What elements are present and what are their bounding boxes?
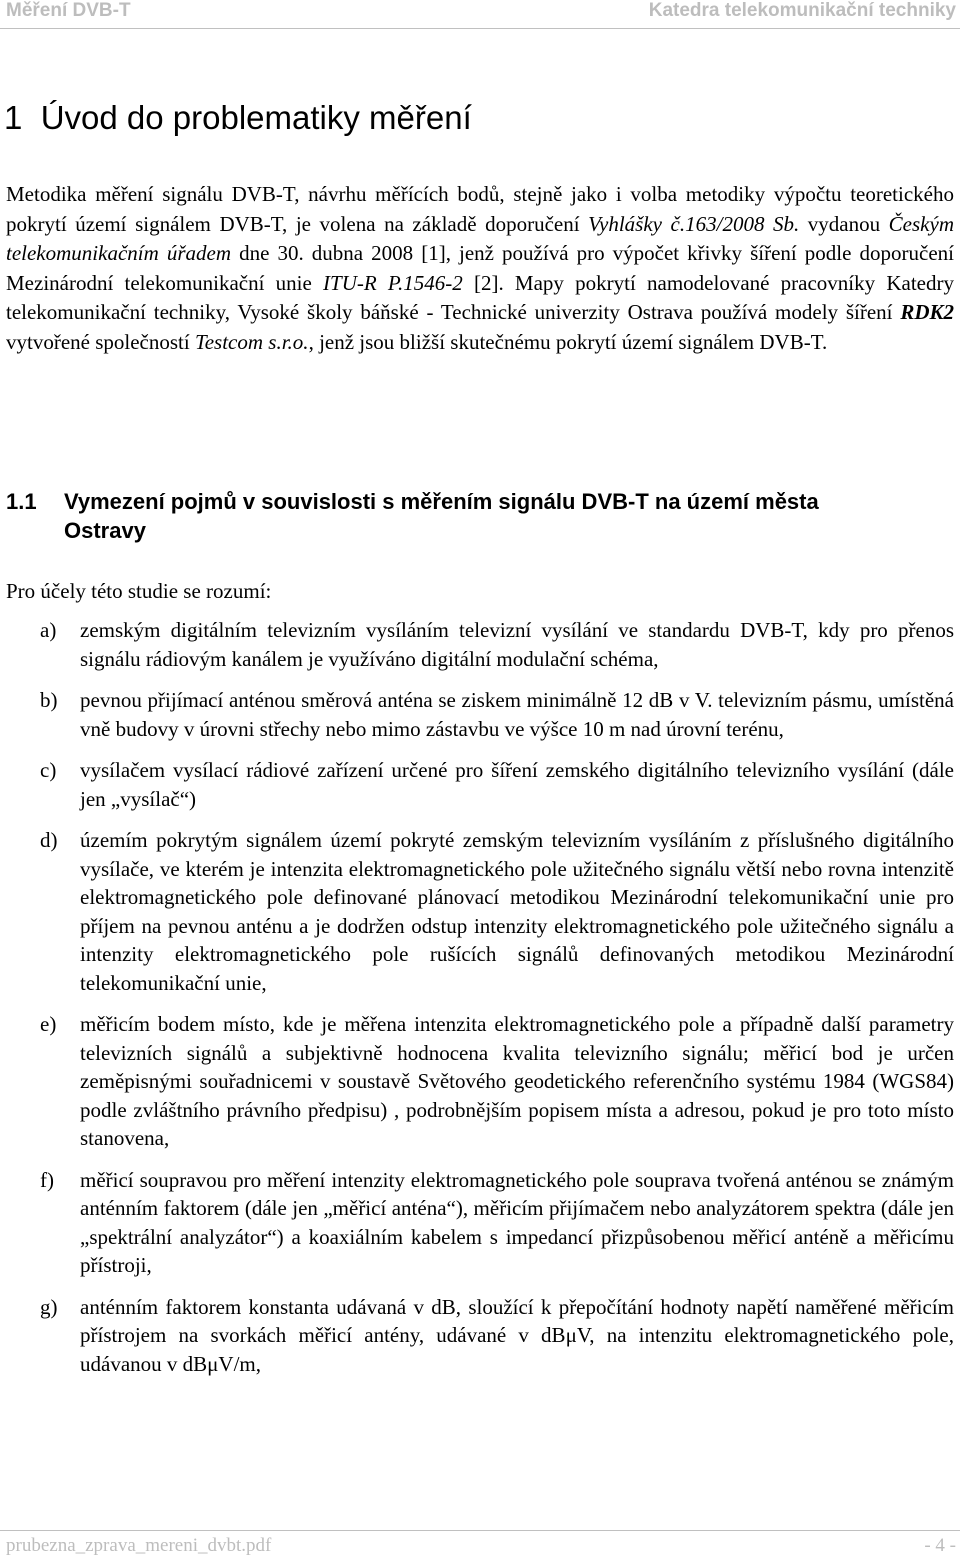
list-item-text: anténním faktorem konstanta udávaná v dB, sloužící k přepočítání hodnoty napětí naměřené měřicím přístrojem na svorkách měřicí antény, udávané v dBμV, na intenzitu elektromagnetického pole, udávanou v dBμV/m,	[80, 1294, 954, 1376]
list-marker: a)	[40, 618, 57, 642]
definitions-lead: Pro účely této studie se rozumí:	[6, 579, 272, 603]
list-item-text: měřicí soupravou pro měření intenzity elektromagnetického pole souprava tvořená anténou se známým anténním faktorem (dále jen „měřicí anténa“), měřicím přijímačem nebo analyzátorem spektra (dále jen „spektrální analyzátor“) a koaxiálním kabelem s impedancí přizpůsobenou měřicí anténě a měřicímu přístroji,	[80, 1167, 954, 1277]
subsection-number: 1.1	[6, 489, 37, 514]
intro-text-1: Metodika měření signálu DVB-T, návrhu měřících bodů, stejně jako i volba metodiky výpočtu teoretického pokrytí území signálem DVB-T, je volena na základě doporučení	[6, 182, 954, 236]
list-item-text: zemským digitálním televizním vysíláním televizní vysílání ve standardu DVB-T, kdy pro přenos signálu rádiovým kanálem je využíváno digitální modulační schéma,	[80, 618, 954, 671]
list-item	[6, 686, 954, 743]
subsection-heading	[6, 487, 956, 545]
list-marker: f)	[40, 1167, 54, 1192]
section-number: 1	[4, 99, 23, 136]
definitions-list	[6, 616, 954, 1391]
footer-filename: prubezna_zprava_mereni_dvbt.pdf	[6, 1535, 272, 1556]
ref-rdk2: RDK2	[900, 300, 954, 324]
ref-testcom: Testcom s.r.o.	[194, 329, 309, 354]
ref-office: Českým telekomunikačním úřadem	[6, 211, 954, 265]
list-item	[6, 1166, 954, 1280]
list-item	[6, 1293, 954, 1379]
list-item	[6, 616, 954, 673]
list-item-text: pevnou přijímací anténou směrová anténa se ziskem minimálně 12 dB v V. televizním pásmu, umístěná vně budovy v úrovni střechy nebo mimo zástavbu ve výšce 10 m nad úrovní terénu,	[80, 688, 954, 741]
subsection-title-line1: Vymezení pojmů v souvislosti s měřením signálu DVB-T na území města	[64, 489, 819, 514]
ref-decree: Vyhlášky č.163/2008 Sb.	[588, 211, 800, 236]
subsection-title-line2: Ostravy	[64, 518, 146, 543]
header-department: Katedra telekomunikační techniky	[648, 0, 956, 21]
section-title: Úvod do problematiky měření	[40, 99, 472, 136]
list-item	[6, 756, 954, 813]
intro-text-4: [2]. Mapy pokrytí namodelované pracovníky Katedry telekomunikační techniky, Vysoké školy báňské - Technické univerzity Ostrava používá modely šíření	[6, 270, 954, 324]
list-item-text: vysílačem vysílací rádiové zařízení určené pro šíření zemského digitálního televizního vysílání (dále jen „vysílač“)	[80, 758, 954, 811]
intro-paragraph	[6, 180, 954, 357]
list-marker: b)	[40, 688, 58, 712]
list-marker: g)	[40, 1294, 58, 1319]
list-item	[6, 1010, 954, 1153]
list-item-text: měřicím bodem místo, kde je měřena intenzita elektromagnetického pole a případně další parametry televizních signálů a subjektivně hodnocena kvalita televizního signálu; měřicí bod je určen zeměpisnými souřadnicemi v soustavě Světového geodetického referenčního systému 1984 (WGS84) podle zvláštního právního předpisu) , podrobnějším popisem místa a adresou, pokud je pro toto místo stanovena,	[80, 1012, 954, 1150]
list-marker: d)	[40, 828, 58, 852]
footer-divider	[0, 1530, 960, 1531]
list-item	[6, 826, 954, 997]
intro-text-5: vytvořené společností	[6, 329, 195, 354]
header-divider	[0, 28, 960, 29]
section-heading	[4, 98, 472, 138]
ref-itu: ITU-R P.1546-2	[323, 270, 463, 295]
running-header	[0, 0, 960, 26]
list-item-text: územím pokrytým signálem území pokryté zemským televizním vysíláním z příslušného digitálního vysílače, ve kterém je intenzita elektromagnetického pole užitečného signálu větší nebo rovna intenzitě elektromagnetického pole definované plánovací metodikou Mezinárodní telekomunikační unie pro příjem na pevnou anténu a je dodržen odstup intenzity elektromagnetického pole užitečného signálu a intenzity elektromagnetického pole rušících signálů definovaných metodikou Mezinárodní telekomunikační unie,	[80, 828, 954, 995]
footer-page-number: - 4 -	[924, 1535, 956, 1556]
list-marker: c)	[40, 758, 57, 782]
list-marker: e)	[40, 1012, 57, 1036]
intro-text-6: , jenž jsou bližší skutečnému pokrytí území signálem DVB-T.	[308, 329, 828, 354]
intro-text-3: dne 30. dubna 2008 [1], jenž používá pro výpočet křivky šíření podle doporučení Mezinárodní telekomunikační unie	[6, 241, 954, 295]
header-document-title: Měření DVB-T	[6, 0, 131, 21]
intro-text-2: vydanou	[799, 211, 889, 236]
